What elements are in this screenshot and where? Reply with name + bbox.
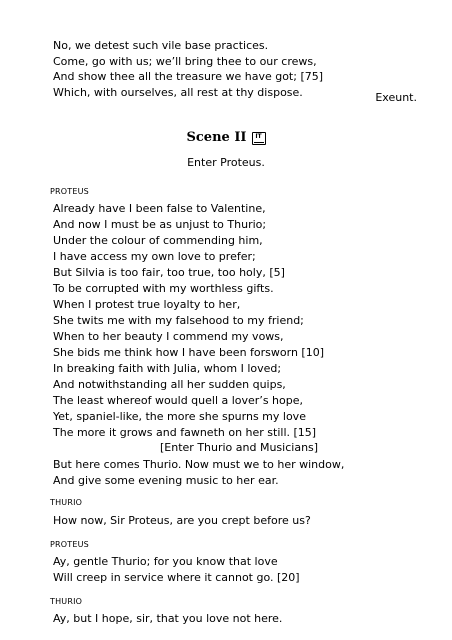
- scene-heading: [0, 130, 452, 145]
- stage-direction-enter-thurio: [Enter Thurio and Musicians]: [160, 441, 319, 454]
- verse-line: Will creep in service where it cannot go. [20]: [53, 571, 300, 584]
- speaker-name: PROTEUS: [50, 187, 89, 196]
- verse-line: But Silvia is too fair, too true, too holy, [5]: [53, 266, 285, 279]
- verse-line: Which, with ourselves, all rest at thy dispose.: [53, 86, 303, 99]
- stage-direction-exeunt: Exeunt.: [375, 91, 417, 104]
- verse-line: Under the colour of commending him,: [53, 234, 263, 247]
- verse-line: In breaking faith with Julia, whom I loved;: [53, 362, 282, 375]
- verse-line: I have access my own love to prefer;: [53, 250, 256, 263]
- verse-line: To be corrupted with my worthless gifts.: [53, 282, 274, 295]
- verse-line: But here comes Thurio. Now must we to her window,: [53, 458, 345, 471]
- verse-line: How now, Sir Proteus, are you crept before us?: [53, 514, 311, 527]
- verse-line: The least whereof would quell a lover’s hope,: [53, 394, 304, 407]
- scene-title: Scene II: [186, 130, 247, 145]
- verse-line: And show thee all the treasure we have got; [75]: [53, 70, 324, 83]
- stage-direction-enter: Enter Proteus.: [187, 156, 265, 169]
- verse-line: And give some evening music to her ear.: [53, 474, 279, 487]
- verse-line: Yet, spaniel-like, the more she spurns my love: [53, 410, 306, 423]
- it-translation-icon[interactable]: IT: [252, 132, 266, 145]
- verse-line: And now I must be as unjust to Thurio;: [53, 218, 267, 231]
- verse-line: The more it grows and fawneth on her still. [15]: [53, 426, 317, 439]
- speaker-name: PROTEUS: [50, 540, 89, 549]
- verse-line: She bids me think how I have been forsworn [10]: [53, 346, 324, 359]
- speaker-name: THURIO: [50, 597, 83, 606]
- verse-line: And notwithstanding all her sudden quips,: [53, 378, 286, 391]
- verse-line: Already have I been false to Valentine,: [53, 202, 266, 215]
- verse-line: When I protest true loyalty to her,: [53, 298, 241, 311]
- verse-line: When to her beauty I commend my vows,: [53, 330, 284, 343]
- speaker-name: THURIO: [50, 498, 83, 507]
- verse-line: Ay, but I hope, sir, that you love not here.: [53, 612, 283, 625]
- verse-line: No, we detest such vile base practices.: [53, 39, 269, 52]
- verse-line: She twits me with my falsehood to my friend;: [53, 314, 304, 327]
- verse-line: Come, go with us; we’ll bring thee to our crews,: [53, 55, 317, 68]
- verse-line: Ay, gentle Thurio; for you know that love: [53, 555, 278, 568]
